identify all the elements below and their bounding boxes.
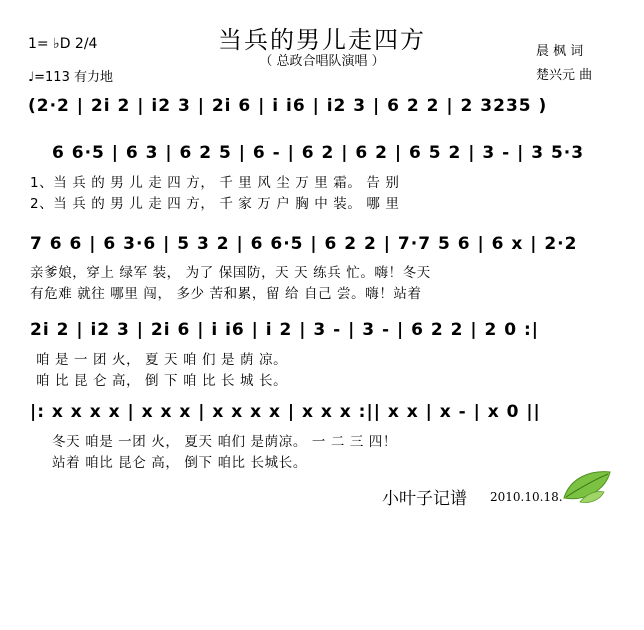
performer-subtitle: （ 总政合唱队演唱 ） — [259, 54, 385, 69]
song-title: 当兵的男儿走四方 — [218, 26, 426, 54]
lyrics-system-4-verse-2: 咱 比 昆 仑 高， 倒 下 咱 比 长 城 长。 — [36, 373, 288, 389]
lyrics-system-5-verse-2: 站着 咱比 昆仑 高， 倒下 咱比 长城长。 — [52, 455, 307, 471]
lyrics-system-5-verse-1: 冬天 咱是 一团 火， 夏天 咱们 是荫凉。 一 二 三 四！ — [52, 434, 398, 450]
notation-system-1: (2·2 | 2i 2 | i2 3 | 2i 6 | i i6 | i2 3 | 6 2 2 | 2 3235 ) — [28, 96, 548, 116]
notation-system-5: |: x x x x | x x x | x x x x | x x x :|| x x | x - | x 0 || — [30, 402, 541, 422]
composer-credit: 楚兴元 曲 — [536, 68, 593, 83]
notation-system-2: 6 6·5 | 6 3 | 6 2 5 | 6 - | 6 2 | 6 2 | 6 5 2 | 3 - | 3 5·3 — [52, 143, 585, 163]
lyrics-system-2-verse-1: 1、当 兵 的 男 儿 走 四 方， 千 里 风 尘 万 里 霜。 告 别 — [30, 175, 400, 191]
transcriber-signature: 小叶子记谱 — [382, 489, 467, 509]
notation-system-3: 7 6 6 | 6 3·6 | 5 3 2 | 6 6·5 | 6 2 2 | 7·7 5 6 | 6 x | 2·2 — [30, 234, 578, 254]
lyrics-system-3-verse-1: 亲爹娘，穿上 绿军 装， 为了 保国防，天 天 练兵 忙。嗨！冬天 — [30, 265, 431, 281]
transcription-date: 2010.10.18. — [490, 490, 563, 504]
key-signature: 1= ♭D 2/4 — [28, 36, 98, 52]
notation-system-4: 2i 2 | i2 3 | 2i 6 | i i6 | i 2 | 3 - | 3 - | 6 2 2 | 2 0 :| — [30, 320, 539, 340]
lyricist-credit: 晨 枫 词 — [536, 44, 584, 59]
leaf-icon — [560, 468, 614, 504]
lyrics-system-2-verse-2: 2、当 兵 的 男 儿 走 四 方， 千 家 万 户 胸 中 装。 哪 里 — [30, 196, 400, 212]
tempo-marking: ♩=113 有力地 — [28, 70, 113, 85]
lyrics-system-3-verse-2: 有危难 就往 哪里 闯， 多少 苦和累，留 给 自己 尝。嗨！站着 — [30, 286, 422, 302]
lyrics-system-4-verse-1: 咱 是 一 团 火， 夏 天 咱 们 是 荫 凉。 — [36, 352, 288, 368]
